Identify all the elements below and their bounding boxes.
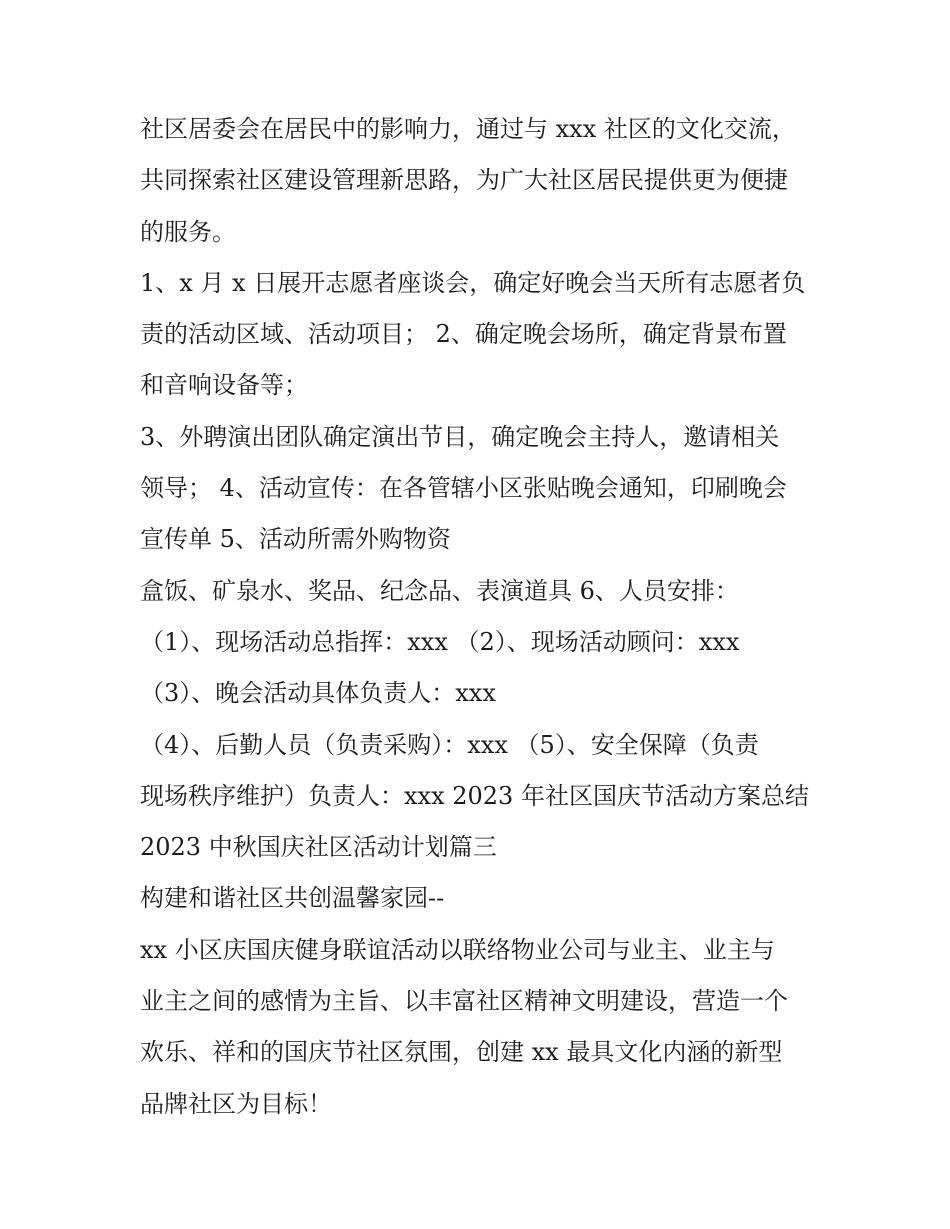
text-line: 2023 中秋国庆社区活动计划篇三 — [140, 833, 497, 862]
text-line: 构建和谐社区共创温馨家园-- — [140, 884, 445, 913]
text-line: 宣传单 5、活动所需外购物资 — [140, 525, 451, 554]
text-line: 共同探索社区建设管理新思路，为广大社区居民提供更为便捷 — [140, 166, 788, 195]
text-line: 领导； 4、活动宣传：在各管辖小区张贴晚会通知，印刷晚会 — [140, 474, 787, 503]
document-body — [140, 104, 820, 1130]
text-line: （4）、后勤人员（负责采购）：xxx （5）、安全保障（负责 — [140, 730, 759, 759]
text-line: 1、x 月 x 日展开志愿者座谈会，确定好晚会当天所有志愿者负 — [140, 268, 806, 297]
text-line: 的服务。 — [140, 217, 236, 246]
text-line: 盒饭、矿泉水、奖品、纪念品、表演道具 6、人员安排： — [140, 576, 739, 605]
text-line: （1）、现场活动总指挥：xxx （2）、现场活动顾问：xxx — [140, 627, 740, 656]
text-line: xx 小区庆国庆健身联谊活动以联络物业公司与业主、业主与 — [140, 935, 775, 964]
text-line: 品牌社区为目标！ — [140, 1089, 332, 1118]
text-line: 现场秩序维护）负责人：xxx 2023 年社区国庆节活动方案总结 — [140, 781, 809, 810]
text-line: 3、外聘演出团队确定演出节目，确定晚会主持人，邀请相关 — [140, 422, 780, 451]
text-line: （3）、晚会活动具体负责人：xxx — [140, 679, 496, 708]
text-line: 业主之间的感情为主旨、以丰富社区精神文明建设，营造一个 — [140, 987, 788, 1016]
text-line: 和音响设备等； — [140, 371, 308, 400]
text-line: 责的活动区域、活动项目； 2、确定晚会场所，确定背景布置 — [140, 320, 787, 349]
text-line: 社区居委会在居民中的影响力，通过与 xxx 社区的文化交流， — [140, 115, 796, 143]
text-line: 欢乐、祥和的国庆节社区氛围，创建 xx 最具文化内涵的新型 — [140, 1038, 783, 1067]
